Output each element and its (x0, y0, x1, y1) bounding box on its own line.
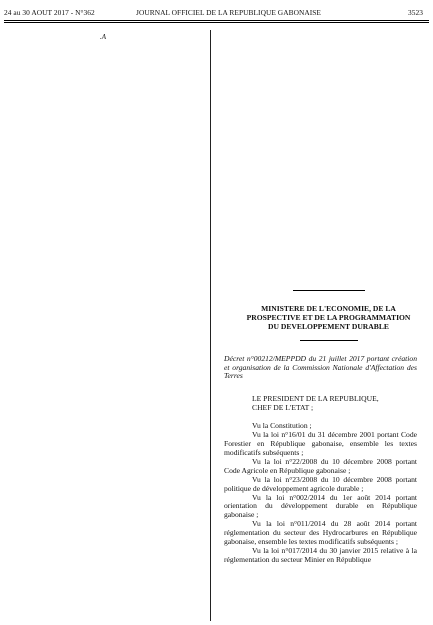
president-line: CHEF DE L'ETAT ; (252, 403, 314, 413)
header-double-rule (4, 20, 429, 23)
ministry-line: PROSPECTIVE ET DE LA PROGRAMMATION (246, 313, 411, 323)
president-line: LE PRESIDENT DE LA REPUBLIQUE, (252, 394, 379, 404)
page-header (4, 6, 429, 20)
decree-title: Décret n°00212/MEPPDD du 21 juillet 2017 portant création et organisation de la Commission Nationale d'Affectation des Terres (224, 353, 417, 381)
visas-list (224, 422, 417, 565)
ministry-heading (238, 304, 419, 332)
header-date-issue: 24 au 30 AOUT 2017 - N°362 (4, 8, 95, 17)
visa-item: Vu la loi n°22/2008 du 10 décembre 2008 portant Code Agricole en République gabonaise ; (224, 456, 417, 475)
visa-item: Vu la loi n°002/2014 du 1er août 2014 portant orientation du développement durable en République gabonaise ; (224, 492, 417, 520)
header-journal-title: JOURNAL OFFICIEL DE LA REPUBLIQUE GABONAISE (136, 8, 321, 17)
column-divider (210, 30, 211, 621)
section-separator-rule (293, 290, 365, 291)
left-column-mark: .A (100, 33, 107, 41)
visa-item: Vu la loi n°16/01 du 31 décembre 2001 portant Code Forestier en République gabonaise, ensemble les textes modificatifs subséquents ; (224, 430, 417, 458)
ministry-line: DU DEVELOPPEMENT DURABLE (268, 322, 389, 332)
header-page-number: 3523 (408, 8, 423, 17)
visa-item: Vu la loi n°011/2014 du 28 août 2014 portant réglementation du secteur des Hydrocarbures en République gabonaise, ensemble les textes modificatifs subséquents ; (224, 519, 417, 547)
ministry-line: MINISTERE DE L'ECONOMIE, DE LA (261, 304, 396, 313)
visa-item: Vu la loi n°017/2014 du 30 janvier 2015 relative à la réglementation du secteur Minier en République (224, 546, 417, 564)
visa-item: Vu la Constitution ; (252, 421, 312, 431)
ministry-underline-rule (300, 340, 358, 341)
president-heading (252, 394, 417, 412)
right-column (224, 290, 417, 565)
visa-item: Vu la loi n°23/2008 du 10 décembre 2008 portant politique de développement agricole durable ; (224, 474, 417, 493)
